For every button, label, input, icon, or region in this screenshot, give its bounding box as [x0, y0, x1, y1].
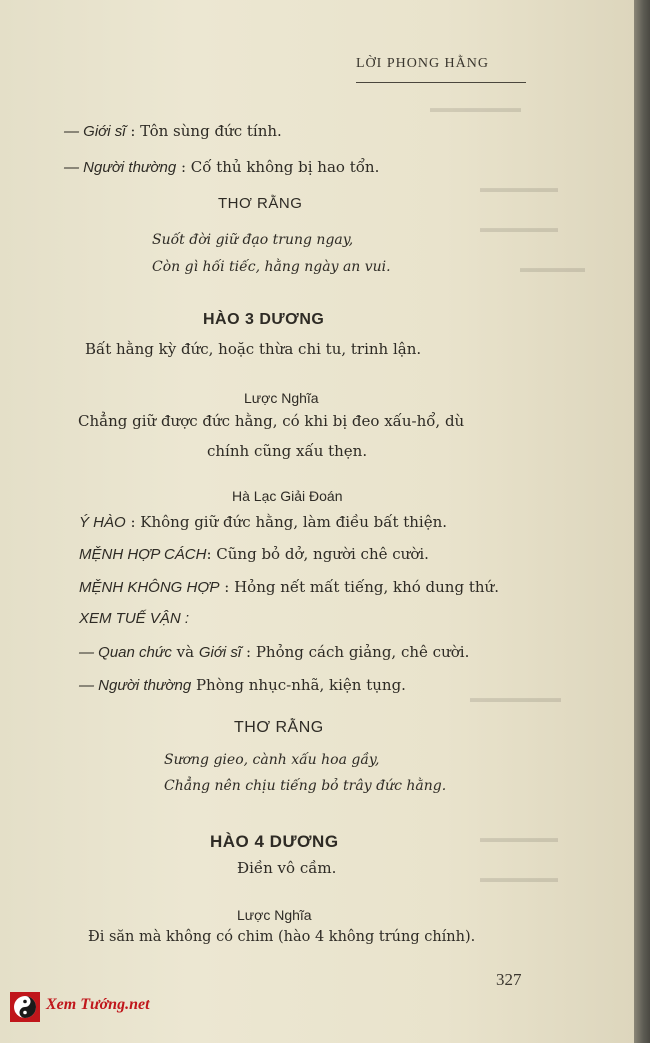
nguoi-thuong-label-2: — Người thường — [79, 677, 192, 694]
menh-khong-hop-line — [79, 578, 499, 596]
bleed-through-texture: ▬▬▬▬▬ — [520, 260, 585, 275]
bleed-through-texture: ▬▬▬▬▬▬ — [480, 220, 558, 235]
site-logo — [10, 990, 170, 1026]
gioi-si-line — [64, 122, 282, 140]
hao3-explain2: chính cũng xấu thẹn. — [207, 442, 368, 460]
xem-tue-van-label: XEM TUẾ VẬN : — [79, 610, 190, 627]
quan-chuc-line — [79, 643, 469, 661]
running-head-rule — [356, 82, 526, 83]
nguoi-thuong-text-2: Phòng nhục-nhã, kiện tụng. — [191, 676, 406, 694]
bleed-through-texture: ▬▬▬▬▬▬▬ — [470, 690, 561, 705]
logo-text: Xem Tướng.net — [46, 996, 150, 1013]
y-hao-label: Ý HÀO — [79, 514, 126, 531]
bleed-through-texture: ▬▬▬▬▬▬ — [480, 870, 558, 885]
menh-hop-line — [79, 545, 429, 563]
bleed-through-texture: ▬▬▬▬▬▬ — [480, 830, 558, 845]
hao3-text: Bất hằng kỳ đức, hoặc thừa chi tu, trinh lận. — [85, 340, 422, 358]
menh-khong-hop-label: MỆNH KHÔNG HỢP — [79, 579, 220, 596]
poem1-line1: Suốt đời giữ đạo trung ngay, — [152, 232, 354, 248]
menh-khong-hop-text: : Hỏng nết mất tiếng, khó dung thứ. — [219, 578, 499, 596]
menh-hop-label: MỆNH HỢP CÁCH — [79, 546, 207, 563]
quan-chuc-label: — Quan chức — [79, 644, 172, 661]
nguoi-thuong-text: : Cố thủ không bị hao tổn. — [176, 158, 380, 176]
hao4-luoc-nghia: Lược Nghĩa — [237, 907, 312, 923]
nguoi-thuong-label: — Người thường — [64, 159, 177, 176]
quan-chuc-text: : Phỏng cách giảng, chê cười. — [241, 643, 470, 661]
menh-hop-text: : Cũng bỏ dở, người chê cười. — [206, 545, 429, 563]
page-number: 327 — [496, 970, 522, 989]
poem2-title: THƠ RẰNG — [234, 719, 324, 736]
poem2-line2: Chẳng nên chịu tiếng bỏ trây đức hằng. — [164, 778, 447, 794]
hao3-ha-lac: Hà Lạc Giải Đoán — [232, 488, 343, 504]
running-head: LỜI PHONG HẰNG — [356, 56, 489, 71]
hao4-title: HÀO 4 DƯƠNG — [210, 832, 339, 851]
hao3-explain1: Chẳng giữ được đức hằng, có khi bị đeo xấu-hổ, dù — [78, 412, 465, 430]
yin-yang-icon — [10, 992, 40, 1022]
poem2-line1: Sương gieo, cành xấu hoa gầy, — [164, 752, 380, 768]
nguoi-thuong-line — [64, 158, 379, 176]
hao4-explain: Đi săn mà không có chim (hào 4 không trúng chính). — [88, 929, 476, 945]
hao4-text: Điền vô cầm. — [237, 859, 337, 877]
bleed-through-texture: ▬▬▬▬▬▬▬ — [430, 100, 521, 115]
poem1-line2: Còn gì hối tiếc, hằng ngày an vui. — [152, 259, 391, 275]
quan-chuc-connector: và — [171, 643, 199, 661]
hao3-title: HÀO 3 DƯƠNG — [203, 311, 325, 328]
bleed-through-texture: ▬▬▬▬▬▬ — [480, 180, 558, 195]
nguoi-thuong-line-2 — [79, 676, 406, 694]
gioi-si-label-2: Giới sĩ — [198, 644, 242, 661]
gioi-si-text: : Tôn sùng đức tính. — [125, 122, 282, 140]
poem1-title: THƠ RẰNG — [218, 195, 303, 212]
book-spine-edge — [634, 0, 650, 1043]
y-hao-line — [79, 513, 447, 531]
gioi-si-label: — Giới sĩ — [64, 123, 126, 140]
hao3-luoc-nghia: Lược Nghĩa — [244, 390, 319, 406]
y-hao-text: : Không giữ đức hằng, làm điều bất thiện. — [125, 513, 448, 531]
